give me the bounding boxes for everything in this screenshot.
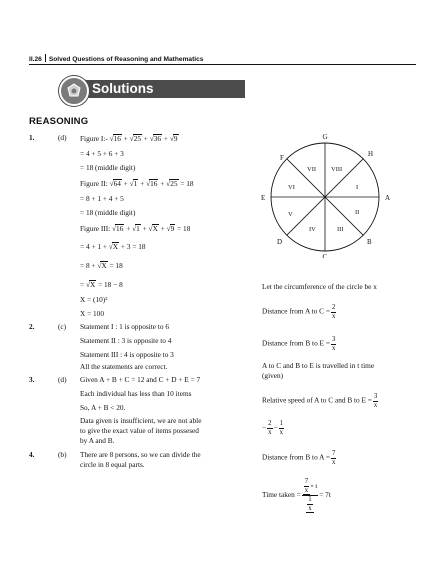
q1-line-1: Figure I:- √16 + √25 + √36 + √9 (80, 134, 178, 143)
point-a: A (385, 194, 391, 202)
q1-option: (d) (58, 133, 67, 142)
right-line-8: Distance from B to A = $\frac{7}{x}$ (262, 450, 336, 466)
emblem-icon (59, 76, 89, 106)
q3-line-4: Data given is insufficient, we are not able (80, 416, 202, 425)
q3-line-2: Each individual has less than 10 items (80, 389, 192, 398)
q2-line-3: Statement III : 4 is opposite to 3 (80, 350, 174, 359)
q3-line-1: Given A + B + C = 12 and C + D + E = 7 (80, 375, 201, 384)
section-title: REASONING (29, 116, 89, 127)
point-g: G (322, 133, 328, 141)
right-line-6: Relative speed of A to C and B to E = $\frac{3}{x}$ (262, 393, 378, 409)
q2-number: 2. (29, 322, 35, 331)
q4-line-2: circle in 8 equal parts. (80, 460, 145, 469)
banner-title: Solutions (92, 81, 154, 96)
point-e: E (261, 194, 266, 202)
point-f: F (280, 154, 284, 162)
q1-line-12: X = 100 (80, 309, 104, 318)
q3-line-3: So, A + B < 20. (80, 403, 126, 412)
q1-line-10: = √X = 18 − 8 (80, 280, 123, 289)
q2-line-4: All the statements are correct. (80, 362, 168, 371)
q1-line-2: = 4 + 5 + 6 + 3 (80, 149, 124, 158)
q2-option: (c) (58, 322, 67, 331)
q4-number: 4. (29, 450, 35, 459)
q4-line-1: There are 8 persons, so we can divide the (80, 450, 201, 459)
sector-v: V (288, 211, 293, 218)
q1-line-3: = 18 (middle digit) (80, 163, 136, 172)
q1-line-5: = 8 + 1 + 4 + 5 (80, 194, 124, 203)
sector-viii: VIII (331, 166, 343, 173)
solutions-banner (62, 80, 245, 98)
q1-line-9: = 8 + √X = 18 (80, 261, 123, 270)
q1-line-6: = 18 (middle digit) (80, 208, 136, 217)
running-header (29, 54, 203, 63)
q1-line-4: Figure II: √64 + √1 + √16 + √25 = 18 (80, 179, 194, 188)
point-d: D (277, 238, 283, 246)
q1-number: 1. (29, 133, 35, 142)
sector-i: I (356, 184, 359, 191)
circle-diagram (255, 128, 405, 258)
sector-iv: IV (309, 226, 316, 233)
right-line-7: − $\frac{2}{x}$ − $\frac{1}{x}$ (262, 420, 284, 436)
right-line-1: Let the circumference of the circle be x (262, 282, 377, 291)
header-title: Solved Questions of Reasoning and Mathematics (48, 56, 204, 63)
q3-option: (d) (58, 375, 67, 384)
q1-line-11: X = (10)² (80, 295, 108, 304)
right-line-2: Distance from A to C = $\frac{2}{x}$ (262, 304, 336, 320)
sector-iii: III (337, 226, 344, 233)
q3-line-5: to give the exact value of items possesed (80, 426, 199, 435)
page-number: II.26 (29, 56, 42, 63)
point-h: H (368, 150, 374, 158)
point-c: C (322, 253, 328, 258)
right-line-3: Distance from B to E = $\frac{3}{x}$ (262, 336, 336, 352)
header-rule (29, 64, 416, 65)
q1-line-8: = 4 + 1 + √X + 3 = 18 (80, 242, 146, 251)
header-divider (45, 54, 46, 62)
sector-vii: VII (307, 166, 317, 173)
sector-ii: II (355, 209, 360, 216)
q2-line-1: Statement I : 1 is opposite to 6 (80, 322, 169, 331)
right-line-9: Time taken = $\frac{7}{x}$ × t $\frac{1}{x}$ = 7t (262, 478, 331, 512)
q4-option: (b) (58, 450, 67, 459)
right-line-5: (given) (262, 371, 284, 380)
q2-line-2: Statement II : 3 is opposite to 4 (80, 336, 172, 345)
right-line-4: A to C and B to E is travelled in t time (262, 361, 375, 370)
sector-vi: VI (288, 184, 295, 191)
q3-number: 3. (29, 375, 35, 384)
point-b: B (367, 238, 372, 246)
q1-line-7: Figure III: √16 + √1 + √X + √9 = 18 (80, 224, 191, 233)
diameters (271, 143, 379, 251)
q3-line-6: by A and B. (80, 436, 115, 445)
